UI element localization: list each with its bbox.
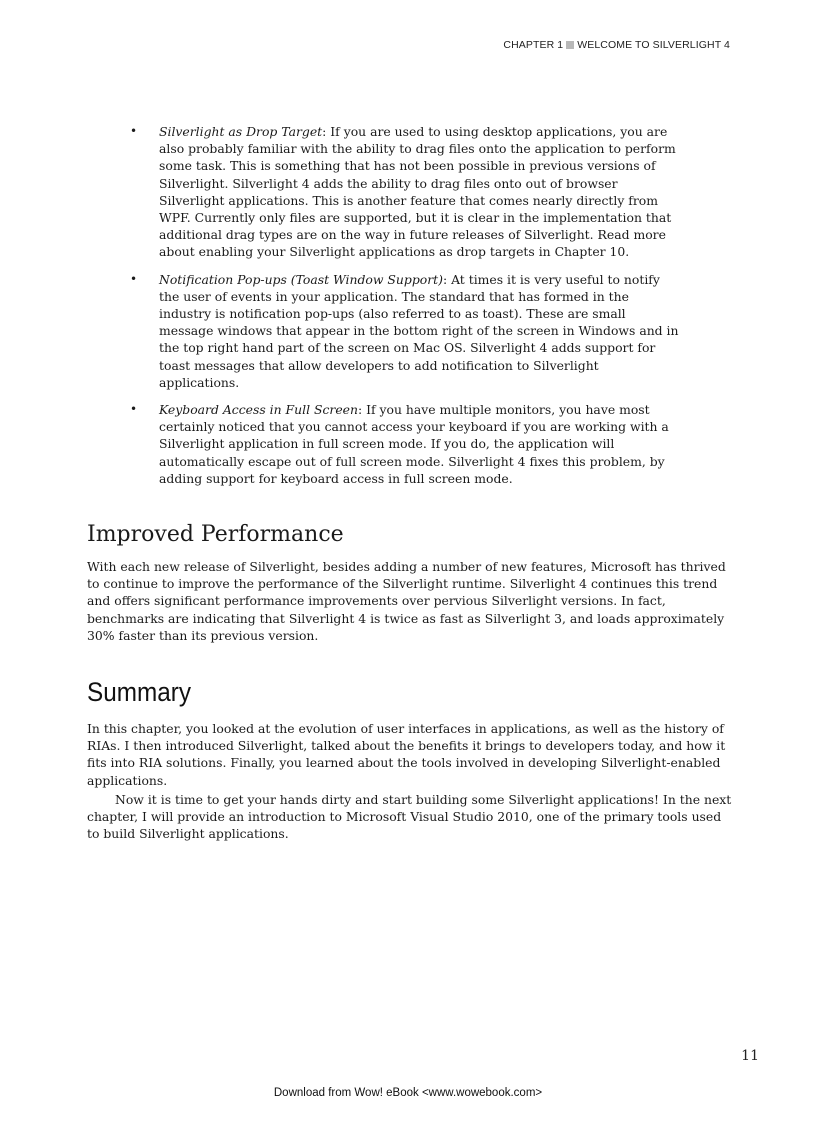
bullet-item-keyboard-access	[120, 401, 680, 487]
feature-bullet-list	[120, 123, 680, 497]
bullet-dot-icon: •	[130, 402, 138, 417]
bullet-text: : If you have multiple monitors, you have most certainly noticed that you cannot access your keyboard if you are working with a Silverlight application in full screen mode. If you do, the application will automatically escape out of full screen mode. Silverlight 4 fixes this problem, by adding support for keyboard access in full screen mode.	[159, 402, 669, 486]
summary-paragraph-2: Now it is time to get your hands dirty and start building some Silverlight applications! In the next chapter, I will provide an introduction to Microsoft Visual Studio 2010, one of the primary tools used to build Silverlight applications.	[87, 792, 732, 842]
bullet-term: Silverlight as Drop Target	[159, 124, 323, 139]
running-header	[503, 39, 730, 51]
footer-download-note: Download from Wow! eBook <www.wowebook.com>	[273, 1087, 543, 1099]
page-number: 11	[741, 1048, 759, 1064]
bullet-text: : At times it is very useful to notify the user of events in your application. The standard that has formed in the industry is notification pop-ups (also referred to as toast). These are small message windows that appear in the bottom right of the screen in Windows and in the top right hand part of the screen on Mac OS. Silverlight 4 adds support for toast messages that allow developers to add notification to Silverlight applications.	[159, 271, 679, 390]
bullet-term: Keyboard Access in Full Screen	[159, 402, 358, 418]
header-separator-square	[566, 41, 574, 49]
summary-paragraph-1: In this chapter, you looked at the evolution of user interfaces in applications, as well as the history of RIAs. I then introduced Silverlight, talked about the benefits it brings to developers today, and how it fits into RIA solutions. Finally, you learned about the tools involved in developing Silverlight-enabled applications.	[87, 721, 726, 788]
bullet-dot-icon: •	[130, 124, 138, 138]
improved-performance-paragraph: With each new release of Silverlight, besides adding a number of new features, Microsoft has thrived to continue to improve the performance of the Silverlight runtime. Silverlight 4 continues this trend and offers significant performance improvements over pervious Silverlight versions. In fact, benchmarks are indicating that Silverlight 4 is twice as fast as Silverlight 3, and loads approximately 30% faster than its previous version.	[87, 559, 726, 643]
bullet-text: : If you are used to using desktop applications, you are also probably familiar with the ability to drag files onto the application to perform some task. This is something that has not been possible in previous versions of Silverlight. Silverlight 4 adds the ability to drag files onto out of browser Silverlight applications. This is another feature that comes nearly directly from WPF. Currently only files are supported, but it is clear in the implementation that additional drag types are on the way in future releases of Silverlight. Read more about enabling your Silverlight applications as drop targets in Chapter 10.	[159, 124, 676, 260]
bullet-item-notification-popups	[120, 271, 680, 391]
chapter-title: WELCOME TO SILVERLIGHT 4	[577, 39, 730, 51]
bullet-dot-icon: •	[130, 271, 138, 286]
bullet-item-drop-target	[120, 123, 680, 261]
chapter-number: CHAPTER 1	[503, 39, 564, 51]
section-heading-summary: Summary	[87, 677, 191, 707]
section-heading-improved-performance: Improved Performance	[87, 522, 344, 547]
bullet-term: Notification Pop-ups (Toast Window Support)	[159, 271, 443, 287]
